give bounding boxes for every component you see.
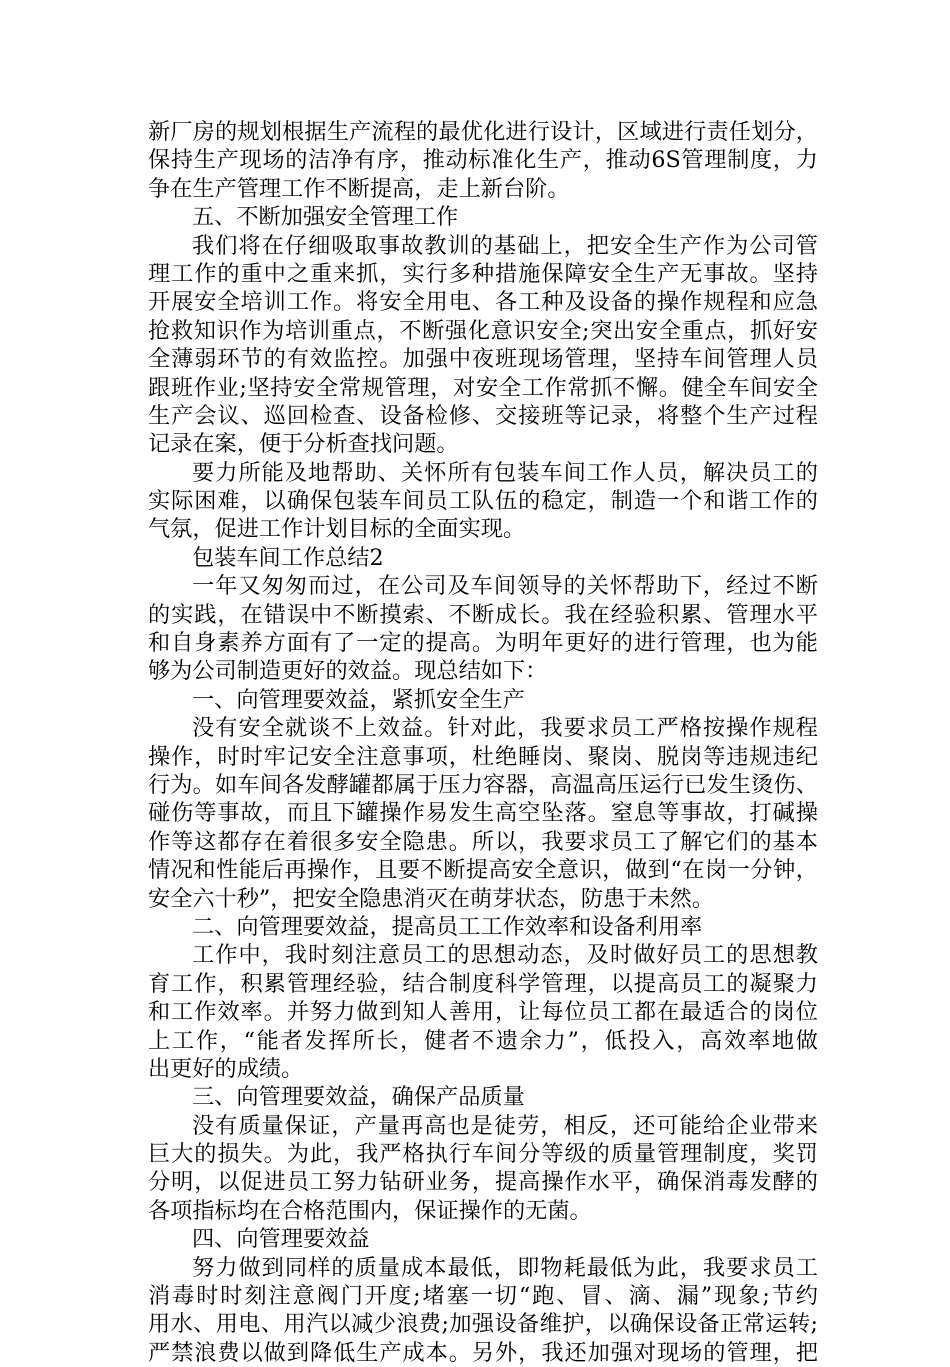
document-page xyxy=(148,118,818,1367)
text-line: 争在生产管理工作不断提高，走上新台阶。 xyxy=(148,175,570,202)
text-line: 气氛，促进工作计划目标的全面实现。 xyxy=(148,516,526,543)
section-heading: 三、向管理要效益，确保产品质量 xyxy=(192,1084,525,1111)
section-heading: 五、不断加强安全管理工作 xyxy=(192,204,459,231)
text-line: 保持生产现场的洁净有序，推动标准化生产，推动6S管理制度，力 xyxy=(148,147,818,174)
text-line: 上工作，“能者发挥所长，健者不遗余力”，低投入，高效率地做 xyxy=(148,1027,818,1054)
text-line: 巨大的损失。为此，我严格执行车间分等级的质量管理制度，奖罚 xyxy=(148,1141,818,1168)
section-heading: 四、向管理要效益 xyxy=(192,1226,370,1253)
text-line: 碰伤等事故，而且下罐操作易发生高空坠落。窒息等事故，打碱操 xyxy=(148,800,818,827)
text-line: 情况和性能后再操作，且要不断提高安全意识，做到“在岗一分钟， xyxy=(148,857,818,884)
text-line: 用水、用电、用汽以减少浪费;加强设备维护，以确保设备正常运转; xyxy=(148,1311,818,1338)
text-line: 各项指标均在合格范围内，保证操作的无菌。 xyxy=(148,1197,592,1224)
text-line: 操作，时时牢记安全注意事项，杜绝睡岗、聚岗、脱岗等违规违纪 xyxy=(148,743,818,770)
section-heading: 一、向管理要效益，紧抓安全生产 xyxy=(192,686,525,713)
paragraph-first-line: 没有质量保证，产量再高也是徒劳，相反，还可能给企业带来 xyxy=(192,1112,818,1139)
document-title: 包装车间工作总结2 xyxy=(192,544,384,571)
text-line: 生产会议、巡回检查、设备检修、交接班等记录，将整个生产过程 xyxy=(148,402,818,429)
text-line: 新厂房的规划根据生产流程的最优化进行设计，区域进行责任划分， xyxy=(148,119,818,145)
section-heading: 二、向管理要效益，提高员工工作效率和设备利用率 xyxy=(192,913,703,940)
text-line: 育工作，积累管理经验，结合制度科学管理，以提高员工的凝聚力 xyxy=(148,970,818,997)
text-line: 记录在案，便于分析查找问题。 xyxy=(148,431,459,458)
paragraph-first-line: 努力做到同样的质量成本最低，即物耗最低为此，我要求员工 xyxy=(192,1254,818,1281)
text-line: 抢救知识作为培训重点，不断强化意识安全;突出安全重点，抓好安 xyxy=(148,317,818,344)
text-line: 全薄弱环节的有效监控。加强中夜班现场管理，坚持车间管理人员 xyxy=(148,346,818,373)
text-line: 的实践，在错误中不断摸索、不断成长。我在经验积累、管理水平 xyxy=(148,601,818,628)
text-line: 开展安全培训工作。将安全用电、各工种及设备的操作规程和应急 xyxy=(148,289,818,316)
text-line: 跟班作业;坚持安全常规管理，对安全工作常抓不懈。健全车间安全 xyxy=(148,374,818,401)
text-line: 实际困难，以确保包装车间员工队伍的稳定，制造一个和谐工作的 xyxy=(148,488,818,515)
text-line: 理工作的重中之重来抓，实行多种措施保障安全生产无事故。坚持 xyxy=(148,260,818,287)
paragraph-first-line: 要力所能及地帮助、关怀所有包装车间工作人员，解决员工的 xyxy=(192,459,818,486)
text-line: 行为。如车间各发酵罐都属于压力容器，高温高压运行已发生烫伤、 xyxy=(148,771,818,798)
text-line: 和工作效率。并努力做到知人善用，让每位员工都在最适合的岗位 xyxy=(148,999,818,1026)
paragraph-first-line: 我们将在仔细吸取事故教训的基础上，把安全生产作为公司管 xyxy=(192,232,818,259)
text-line: 严禁浪费以做到降低生产成本。另外，我还加强对现场的管理，把 xyxy=(148,1339,818,1366)
text-line: 消毒时时刻注意阀门开度;堵塞一切“跑、冒、滴、漏”现象;节约 xyxy=(148,1283,818,1310)
paragraph-first-line: 一年又匆匆而过，在公司及车间领导的关怀帮助下，经过不断 xyxy=(192,573,818,600)
paragraph-first-line: 工作中，我时刻注意员工的思想动态，及时做好员工的思想教 xyxy=(192,942,818,969)
text-line: 出更好的成绩。 xyxy=(148,1055,304,1082)
text-line: 作等这都存在着很多安全隐患。所以，我要求员工了解它们的基本 xyxy=(148,828,818,855)
text-line: 和自身素养方面有了一定的提高。为明年更好的进行管理，也为能 xyxy=(148,630,818,657)
text-line: 安全六十秒”，把安全隐患消灭在萌芽状态，防患于未然。 xyxy=(148,885,715,912)
text-line: 分明，以促进员工努力钻研业务，提高操作水平，确保消毒发酵的 xyxy=(148,1169,818,1196)
paragraph-first-line: 没有安全就谈不上效益。针对此，我要求员工严格按操作规程 xyxy=(192,715,818,742)
text-line: 够为公司制造更好的效益。现总结如下： xyxy=(148,658,548,685)
